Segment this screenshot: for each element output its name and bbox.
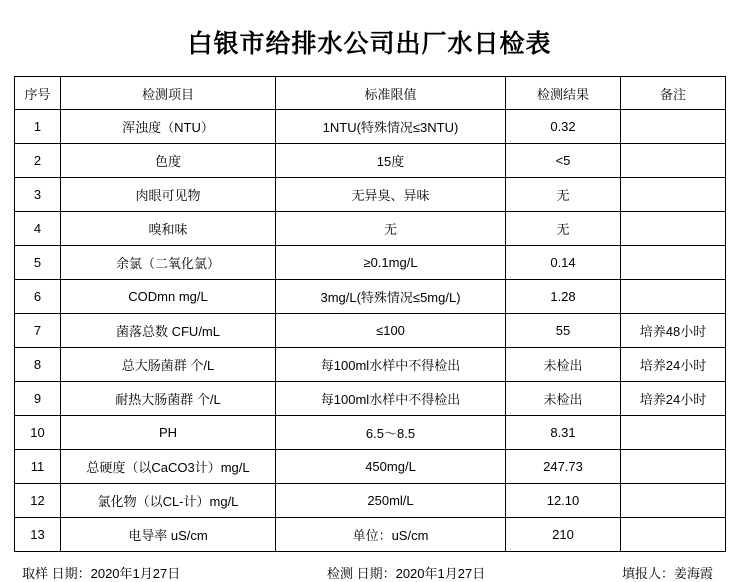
cell-item: 电导率 uS/cm xyxy=(61,518,276,552)
cell-remark xyxy=(621,484,726,518)
cell-seq: 11 xyxy=(15,450,61,484)
footer xyxy=(0,552,739,582)
column-header-remark: 备注 xyxy=(621,77,726,110)
cell-seq: 6 xyxy=(15,280,61,314)
table-body xyxy=(15,110,726,552)
cell-limit: 每100ml水样中不得检出 xyxy=(276,382,506,416)
table-row xyxy=(15,382,726,416)
cell-seq: 13 xyxy=(15,518,61,552)
cell-item: 菌落总数 CFU/mL xyxy=(61,314,276,348)
cell-seq: 8 xyxy=(15,348,61,382)
cell-limit: 1NTU(特殊情况≤3NTU) xyxy=(276,110,506,144)
cell-item: 总硬度（以CaCO3计）mg/L xyxy=(61,450,276,484)
cell-limit: 6.5～8.5 xyxy=(276,416,506,450)
table-row xyxy=(15,348,726,382)
cell-seq: 10 xyxy=(15,416,61,450)
table-container xyxy=(0,76,739,552)
cell-remark xyxy=(621,246,726,280)
table-row xyxy=(15,518,726,552)
cell-result: 1.28 xyxy=(506,280,621,314)
cell-result: <5 xyxy=(506,144,621,178)
table-row xyxy=(15,484,726,518)
cell-seq: 9 xyxy=(15,382,61,416)
cell-item: 余氯（二氧化氯） xyxy=(61,246,276,280)
cell-seq: 5 xyxy=(15,246,61,280)
column-header-seq: 序号 xyxy=(15,77,61,110)
cell-limit: 250ml/L xyxy=(276,484,506,518)
cell-remark xyxy=(621,450,726,484)
cell-limit: 15度 xyxy=(276,144,506,178)
cell-remark: 培养24小时 xyxy=(621,382,726,416)
cell-result: 0.14 xyxy=(506,246,621,280)
table-row xyxy=(15,280,726,314)
page-title: 白银市给排水公司出厂水日检表 xyxy=(187,30,552,58)
cell-remark xyxy=(621,144,726,178)
table-header xyxy=(15,77,726,110)
cell-result: 8.31 xyxy=(506,416,621,450)
cell-item: 浑浊度（NTU） xyxy=(61,110,276,144)
sampling-date: 取样 日期：2020年1月27日 xyxy=(22,566,181,581)
water-quality-table xyxy=(14,76,726,552)
cell-result: 无 xyxy=(506,212,621,246)
cell-result: 0.32 xyxy=(506,110,621,144)
cell-remark: 培养48小时 xyxy=(621,314,726,348)
cell-item: 嗅和味 xyxy=(61,212,276,246)
cell-result: 未检出 xyxy=(506,348,621,382)
cell-seq: 7 xyxy=(15,314,61,348)
cell-remark xyxy=(621,110,726,144)
cell-item: 肉眼可见物 xyxy=(61,178,276,212)
cell-result: 247.73 xyxy=(506,450,621,484)
cell-remark xyxy=(621,280,726,314)
cell-limit: 无异臭、异味 xyxy=(276,178,506,212)
cell-limit: 3mg/L(特殊情况≤5mg/L) xyxy=(276,280,506,314)
cell-limit: ≥0.1mg/L xyxy=(276,246,506,280)
cell-remark xyxy=(621,212,726,246)
cell-remark: 培养24小时 xyxy=(621,348,726,382)
cell-limit: 无 xyxy=(276,212,506,246)
table-row xyxy=(15,144,726,178)
cell-limit: 单位：uS/cm xyxy=(276,518,506,552)
column-header-limit: 标准限值 xyxy=(276,77,506,110)
cell-limit: 每100ml水样中不得检出 xyxy=(276,348,506,382)
cell-remark xyxy=(621,518,726,552)
cell-item: 色度 xyxy=(61,144,276,178)
cell-result: 未检出 xyxy=(506,382,621,416)
cell-result: 无 xyxy=(506,178,621,212)
cell-item: CODmn mg/L xyxy=(61,280,276,314)
cell-result: 55 xyxy=(506,314,621,348)
cell-remark xyxy=(621,178,726,212)
table-row xyxy=(15,314,726,348)
cell-seq: 1 xyxy=(15,110,61,144)
cell-item: 氯化物（以CL-计）mg/L xyxy=(61,484,276,518)
cell-seq: 12 xyxy=(15,484,61,518)
cell-limit: ≤100 xyxy=(276,314,506,348)
column-header-result: 检测结果 xyxy=(506,77,621,110)
table-row xyxy=(15,178,726,212)
column-header-item: 检测项目 xyxy=(61,77,276,110)
cell-seq: 3 xyxy=(15,178,61,212)
table-header-row xyxy=(15,77,726,110)
cell-result: 12.10 xyxy=(506,484,621,518)
cell-item: 耐热大肠菌群 个/L xyxy=(61,382,276,416)
cell-item: 总大肠菌群 个/L xyxy=(61,348,276,382)
cell-item: PH xyxy=(61,416,276,450)
cell-result: 210 xyxy=(506,518,621,552)
cell-remark xyxy=(621,416,726,450)
table-row xyxy=(15,450,726,484)
cell-seq: 4 xyxy=(15,212,61,246)
cell-seq: 2 xyxy=(15,144,61,178)
cell-limit: 450mg/L xyxy=(276,450,506,484)
table-row xyxy=(15,212,726,246)
table-row xyxy=(15,246,726,280)
test-date: 检测 日期：2020年1月27日 xyxy=(326,566,486,581)
table-row xyxy=(15,416,726,450)
reporter: 填报人：姜海霞 xyxy=(621,566,713,581)
table-row xyxy=(15,110,726,144)
